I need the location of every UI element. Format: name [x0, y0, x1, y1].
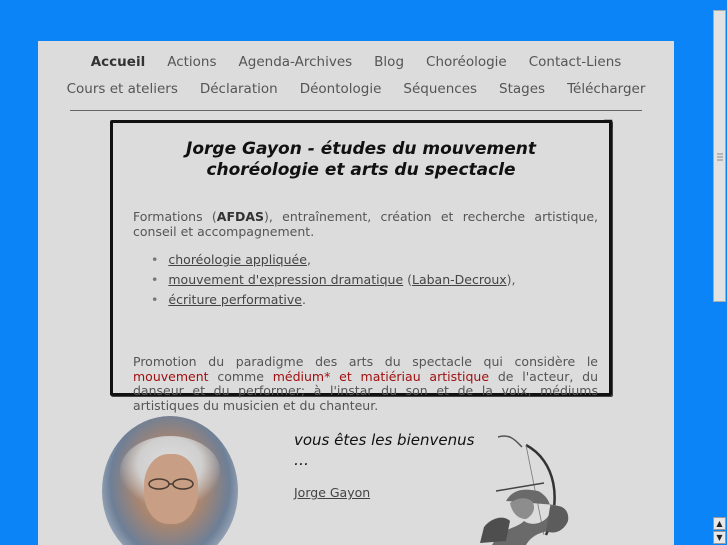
scrollbar-thumb[interactable] [713, 10, 726, 302]
promo-mid: comme [208, 368, 273, 384]
intro-suffix: ), entraînement, création et recherche artistique, conseil et accompagnement. [133, 209, 598, 239]
portrait-photo [102, 416, 238, 545]
bullet2-punct: ( [403, 272, 412, 287]
author-link[interactable]: Jorge Gayon [294, 485, 371, 500]
nav-deontologie[interactable]: Déontologie [299, 81, 382, 97]
bullet1-punct: , [306, 252, 311, 267]
link-ecriture-performative[interactable]: écriture performative [168, 292, 302, 307]
title-line1: Jorge Gayon - études du mouvement [186, 139, 536, 159]
bullet2-punct-end: ), [506, 272, 516, 287]
intro-prefix: Formations ( [133, 209, 217, 224]
nav-divider [70, 110, 642, 111]
list-item [151, 270, 516, 290]
link-choreologie-appliquee[interactable]: choréologie appliquée [168, 252, 307, 267]
promo-end: de l'acteur, du danseur et du performer; à l'instar du son et de la voix, médiums artistiques du musicien et du chanteur. [133, 368, 598, 413]
main-nav-row1 [38, 54, 674, 70]
scroll-down-icon[interactable]: ▼ [713, 531, 726, 544]
box-corner-icon [604, 118, 614, 128]
archer-statue-image [466, 431, 596, 545]
page-title [113, 139, 609, 181]
intro-text [133, 209, 598, 239]
list-item [151, 290, 516, 310]
promo-highlight-medium: médium* et matiériau artistique [272, 368, 490, 384]
nav-cours-ateliers[interactable]: Cours et ateliers [66, 81, 178, 97]
page-content [38, 41, 674, 545]
link-mouvement-expression[interactable]: mouvement d'expression dramatique [168, 272, 404, 287]
main-nav-row2 [38, 81, 674, 97]
promo-start: Promotion du paradigme des arts du spectacle qui considère le [133, 354, 598, 369]
nav-stages[interactable]: Stages [499, 81, 546, 97]
title-line2: choréologie et arts du spectacle [206, 160, 516, 180]
nav-declaration[interactable]: Déclaration [199, 81, 278, 97]
scrollbar-grip-icon [717, 153, 723, 161]
welcome-message: vous êtes les bienvenus … [294, 431, 475, 469]
nav-actions[interactable]: Actions [167, 54, 217, 70]
nav-sequences[interactable]: Séquences [403, 81, 478, 97]
nav-agenda-archives[interactable]: Agenda-Archives [238, 54, 353, 70]
bullet3-punct: . [301, 292, 306, 307]
nav-telecharger[interactable]: Télécharger [567, 81, 646, 97]
nav-choreologie[interactable]: Choréologie [426, 54, 507, 70]
list-item [151, 250, 516, 270]
offer-list [151, 250, 516, 310]
intro-afdas: AFDAS [216, 209, 265, 224]
promo-highlight-mouvement: mouvement [133, 368, 209, 384]
scroll-up-icon[interactable]: ▲ [713, 517, 726, 530]
intro-box [110, 120, 612, 413]
nav-accueil[interactable]: Accueil [90, 54, 146, 70]
nav-blog[interactable]: Blog [374, 54, 405, 70]
promo-text [133, 355, 598, 413]
nav-contact-liens[interactable]: Contact-Liens [528, 54, 622, 70]
portrait-glasses [146, 478, 196, 490]
link-laban-decroux[interactable]: Laban-Decroux [412, 272, 507, 287]
